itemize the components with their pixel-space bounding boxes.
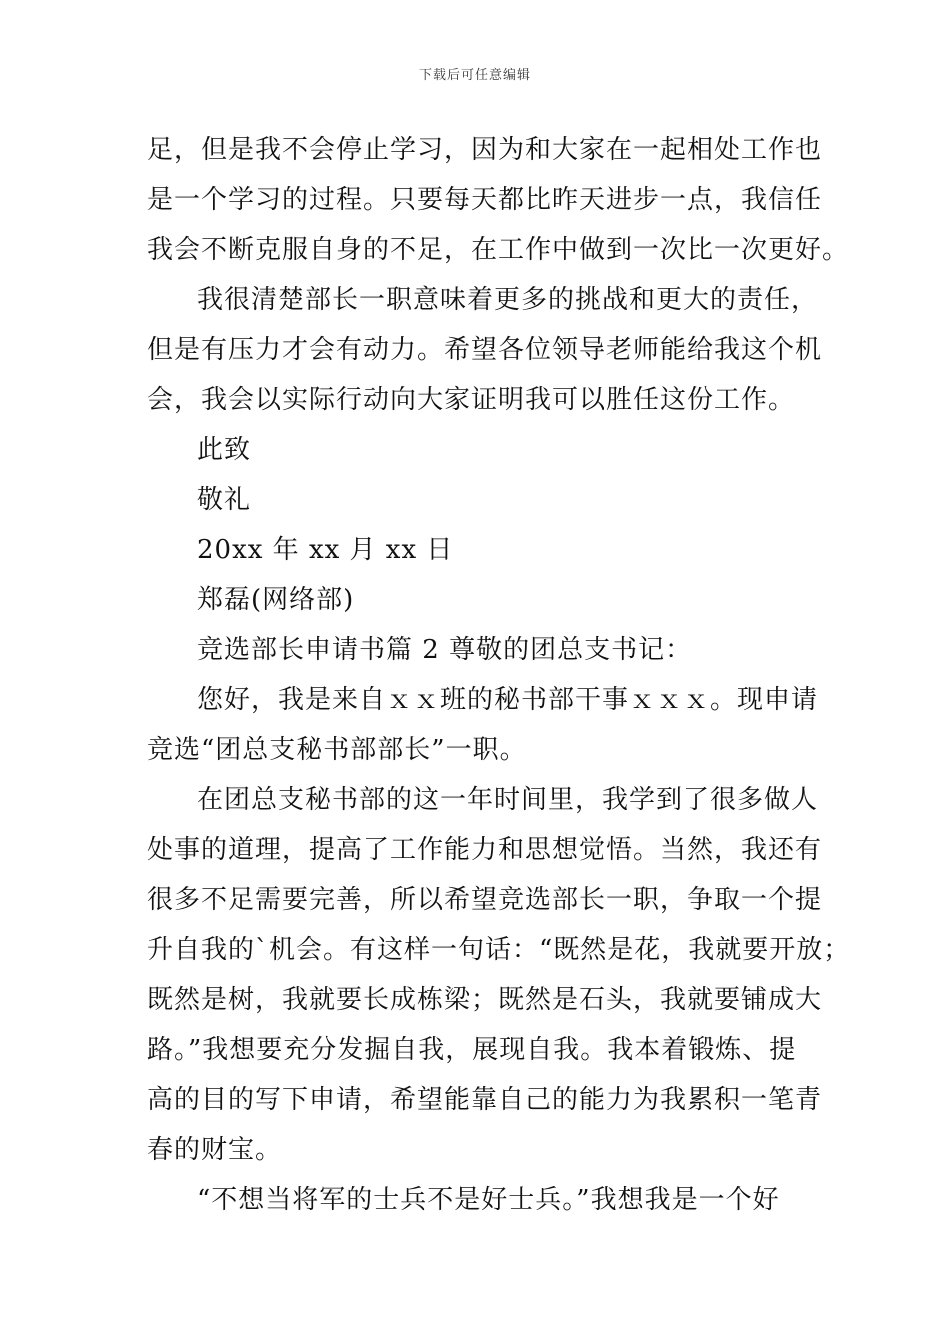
document-body <box>147 125 851 1225</box>
paragraph-start-line: “不想当将军的士兵不是好士兵。”我想我是一个好 <box>197 1185 780 1215</box>
paragraph-start-line: 在团总支秘书部的这一年时间里，我学到了很多做人 <box>197 785 819 815</box>
text-line: 很多不足需要完善，所以希望竞选部长一职，争取一个提 <box>147 885 823 915</box>
text-line: 会，我会以实际行动向大家证明我可以胜任这份工作。 <box>147 385 796 415</box>
text-line: 我会不断克服自身的不足，在工作中做到一次比一次更好。 <box>147 235 850 265</box>
text-line: 足，但是我不会停止学习，因为和大家在一起相处工作也 <box>147 135 823 165</box>
paragraph-start-line: 我很清楚部长一职意味着更多的挑战和更大的责任， <box>197 285 819 315</box>
text-line: 处事的道理，提高了工作能力和思想觉悟。当然，我还有 <box>147 835 823 865</box>
text-line: 高的目的写下申请，希望能靠自己的能力为我累积一笔青 <box>147 1085 823 1115</box>
text-line: 既然是树，我就要长成栋梁；既然是石头，我就要铺成大 <box>147 985 823 1015</box>
text-line: 升自我的`机会。有这样一句话：“既然是花，我就要开放； <box>147 935 851 965</box>
section-heading-line: 竞选部长申请书篇 2 尊敬的团总支书记： <box>197 635 693 665</box>
text-line: 但是有压力才会有动力。希望各位领导老师能给我这个机 <box>147 335 823 365</box>
text-line: 竞选“团总支秘书部部长”一职。 <box>147 735 527 765</box>
text-line: 是一个学习的过程。只要每天都比昨天进步一点，我信任 <box>147 185 823 215</box>
paragraph-start-line: 您好，我是来自ｘｘ班的秘书部干事ｘｘｘ。现申请 <box>197 685 819 715</box>
text-line: 路。”我想要充分发掘自我，展现自我。我本着锻炼、提 <box>147 1035 797 1065</box>
letter-signature: 郑磊(网络部) <box>197 585 355 615</box>
text-line: 春的财宝。 <box>147 1135 283 1165</box>
closing-salutation: 此致 <box>197 435 252 465</box>
letter-date: 20xx 年 xx 月 xx 日 <box>197 535 454 565</box>
page-header: 下载后可任意编辑 <box>418 68 531 83</box>
closing-regards: 敬礼 <box>197 485 252 515</box>
